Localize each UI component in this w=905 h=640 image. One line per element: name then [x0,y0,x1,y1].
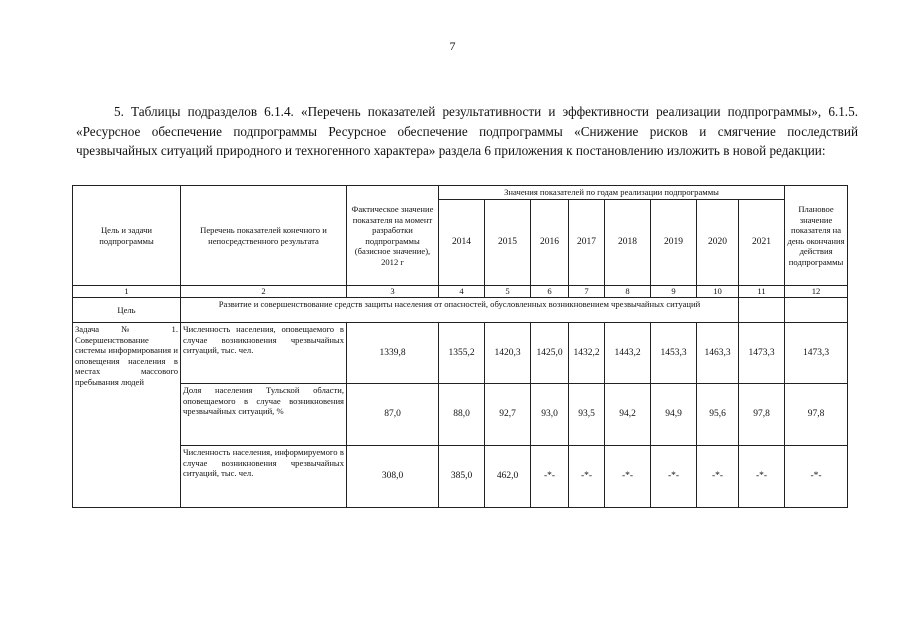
goal-empty-cell [739,298,785,323]
header-year: 2017 [569,200,605,286]
year-value: 1473,3 [739,323,785,384]
year-value: -*- [605,446,651,508]
indicator-cell: Доля населения Тульской области, оповещаемого в случае возникновения чрезвычайных ситуаций, % [181,384,347,446]
year-value: 1425,0 [531,323,569,384]
base-value: 1339,8 [347,323,439,384]
header-indicators: Перечень показателей конечного и непосредственного результата [181,186,347,286]
year-value: 1443,2 [605,323,651,384]
base-value: 87,0 [347,384,439,446]
year-value: 93,5 [569,384,605,446]
year-value: 1420,3 [485,323,531,384]
base-value: 308,0 [347,446,439,508]
goal-empty-cell [785,298,848,323]
header-year: 2016 [531,200,569,286]
column-number: 9 [651,286,697,298]
indicators-table [72,185,848,508]
header-year: 2015 [485,200,531,286]
goal-text: Развитие и совершенствование средств защиты населения от опасностей, обусловленных возникновением чрезвычайных ситуаций [181,298,739,323]
column-number: 11 [739,286,785,298]
header-year: 2014 [439,200,485,286]
header-year: 2018 [605,200,651,286]
planned-value: -*- [785,446,848,508]
year-value: 462,0 [485,446,531,508]
task-cell: Задача № 1. Совершенствование системы информирования и оповещения населения в местах массового пребывания людей [73,323,181,508]
year-value: 93,0 [531,384,569,446]
indicator-cell: Численность населения, информируемого в случае возникновения чрезвычайных ситуаций, тыс. чел. [181,446,347,508]
year-value: -*- [531,446,569,508]
header-goals: Цель и задачи подпрограммы [73,186,181,286]
goal-label: Цель [73,298,181,323]
year-value: 94,9 [651,384,697,446]
year-value: -*- [569,446,605,508]
header-year: 2021 [739,200,785,286]
indicator-cell: Численность населения, оповещаемого в случае возникновения чрезвычайных ситуаций, тыс. чел. [181,323,347,384]
column-number: 10 [697,286,739,298]
column-number: 1 [73,286,181,298]
year-value: 92,7 [485,384,531,446]
year-value: 95,6 [697,384,739,446]
year-value: 385,0 [439,446,485,508]
column-number: 6 [531,286,569,298]
year-value: 97,8 [739,384,785,446]
column-number: 2 [181,286,347,298]
year-value: 1432,2 [569,323,605,384]
year-value: 94,2 [605,384,651,446]
header-planned: Плановое значение показателя на день окончания действия подпрограммы [785,186,848,286]
column-number: 12 [785,286,848,298]
body-paragraph: 5. Таблицы подразделов 6.1.4. «Перечень показателей результативности и эффективности реализации подпрограммы», 6.1.5. «Ресурсное обеспечение подпрограммы Ресурсное обеспечение подпрограммы «Снижение рисков и смягчение последствий чрезвычайных ситуаций природного и техногенного характера» раздела 6 приложения к постановлению изложить в новой редакции: [76,104,858,158]
planned-value: 97,8 [785,384,848,446]
column-number: 5 [485,286,531,298]
header-actual: Фактическое значение показателя на момент разработки подпрограммы (базисное значение), 2012 г [347,186,439,286]
year-value: 1453,3 [651,323,697,384]
header-year: 2019 [651,200,697,286]
year-value: 88,0 [439,384,485,446]
year-value: -*- [739,446,785,508]
header-years-group: Значения показателей по годам реализации подпрограммы [439,186,785,200]
column-number: 7 [569,286,605,298]
planned-value: 1473,3 [785,323,848,384]
header-year: 2020 [697,200,739,286]
year-value: 1463,3 [697,323,739,384]
column-number: 3 [347,286,439,298]
year-value: -*- [697,446,739,508]
year-value: -*- [651,446,697,508]
page-number: 7 [449,39,456,53]
year-value: 1355,2 [439,323,485,384]
column-number: 8 [605,286,651,298]
column-number: 4 [439,286,485,298]
